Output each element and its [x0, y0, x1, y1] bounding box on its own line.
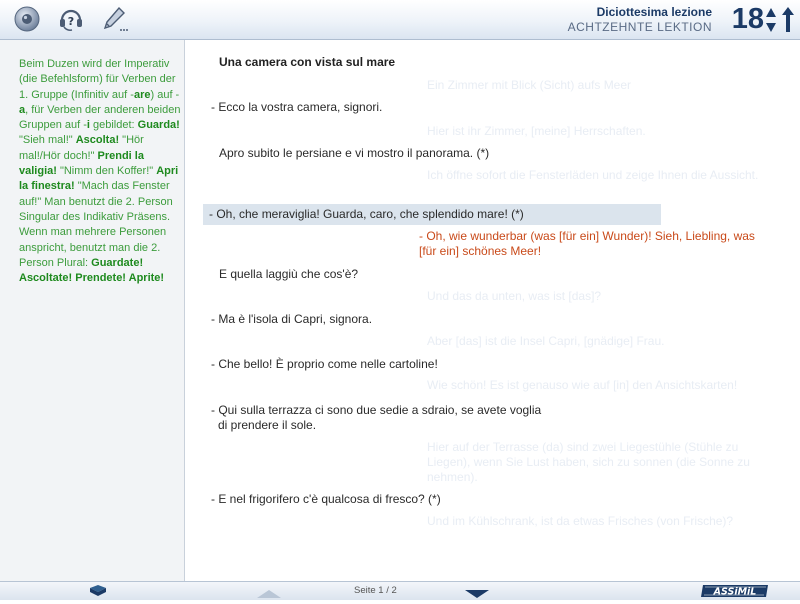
note-text-segment: "Sieh mal!"	[19, 134, 76, 147]
translation-line: Wie schön! Es ist genauso wie auf [in] den Ansichtskarten!	[427, 378, 738, 392]
note-text-segment: "Mach das Fenster auf!" Man benutzt die 2. Person Singular des Indikativ Präsens. Wenn man mehrere Personen anspricht, benutzt man die 2. Person Plural:	[19, 180, 173, 269]
svg-text:?: ?	[67, 15, 75, 28]
book-icon[interactable]	[88, 584, 108, 598]
grammar-note-text	[19, 57, 181, 286]
dialog-area	[186, 40, 800, 581]
translation-line: Hier auf der Terrasse (da) sind zwei Liegestühle (Stühle zu Liegen), wenn Sie Lust haben, sich zu sonnen (die Sonne zu nehmen).	[427, 440, 750, 484]
pen-icon[interactable]	[99, 4, 129, 34]
translation-line-active: - Oh, wie wunderbar (was [für ein] Wunder)! Sieh, Liebling, was [für ein] schönes Meer!	[419, 229, 755, 258]
bottom-toolbar	[0, 581, 800, 600]
translation-line: Ein Zimmer mit Blick (Sicht) aufs Meer	[427, 78, 632, 92]
translation-line: Und im Kühlschrank, ist da etwas Frisches (von Frische)?	[427, 514, 734, 528]
note-example-bold: Guarda!	[137, 119, 180, 132]
dialog-line-italian[interactable]: Apro subito le persiane e vi mostro il panorama. (*)	[219, 146, 490, 160]
svg-text:ASSiMiL: ASSiMiL	[713, 586, 757, 598]
dialog-line-italian[interactable]: - Che bello! È proprio come nelle cartoline!	[211, 357, 438, 371]
note-example-bold: a	[19, 103, 26, 116]
note-example-bold: Guardate! Ascoltate! Prendete! Aprite!	[19, 256, 165, 285]
help-headset-icon[interactable]	[56, 4, 86, 34]
lesson-number: 18	[731, 3, 764, 35]
speaker-icon[interactable]	[12, 4, 42, 34]
dialog-line-italian[interactable]: di prendere il sole.	[218, 418, 317, 432]
top-toolbar	[0, 0, 800, 40]
assimil-logo[interactable]	[700, 583, 770, 599]
note-example-bold: i	[86, 119, 90, 132]
note-text-segment: , für Verben der anderen beiden Gruppen auf -	[19, 103, 181, 132]
dialog-line-italian[interactable]: - Qui sulla terrazza ci sono due sedie a sdraio, se avete voglia	[211, 403, 542, 417]
note-text-segment: ) auf -	[150, 88, 180, 101]
translation-line: Aber [das] ist die Insel Capri, [gnädige] Frau.	[427, 334, 665, 348]
page-up-arrow-icon[interactable]	[256, 586, 282, 596]
note-example-bold: Ascolta!	[75, 134, 120, 147]
dialog-line-italian[interactable]: - Ma è l'isola di Capri, signora.	[211, 312, 373, 326]
lesson-title-italian: Diciottesima lezione	[596, 5, 712, 19]
grammar-note-panel	[0, 40, 185, 581]
page-indicator: Seite 1 / 2	[354, 585, 397, 596]
dialog-line-italian[interactable]: - E nel frigorifero c'è qualcosa di fresco? (*)	[211, 492, 441, 506]
page-down-arrow-icon[interactable]	[464, 586, 490, 596]
note-text-segment: Beim Duzen wird der Imperativ (die Befehlsform) für Verben der 1. Gruppe (Infinitiv auf -	[19, 58, 176, 101]
dialog-title: Una camera con vista sul mare	[219, 55, 396, 69]
back-arrow-icon[interactable]	[780, 6, 796, 34]
dialog-line-italian[interactable]: E quella laggiù che cos'è?	[219, 267, 359, 281]
note-text-segment: "Hör mal!/Hör doch!"	[19, 134, 144, 162]
translation-line: Ich öffne sofort die Fensterläden und zeige Ihnen die Aussicht.	[427, 168, 759, 182]
lesson-title-german: ACHTZEHNTE LEKTION	[567, 20, 712, 34]
up-down-arrows-icon[interactable]	[765, 7, 777, 33]
note-text-segment: "Nimm den Koffer!"	[56, 165, 157, 178]
note-example-bold: Apri la finestra!	[19, 165, 179, 193]
note-example-bold: are	[133, 88, 151, 101]
note-example-bold: Prendi la valigia!	[19, 149, 144, 178]
note-text-segment: gebildet:	[89, 119, 138, 132]
lesson-title	[568, 5, 712, 35]
dialog-line-italian-selected[interactable]: - Oh, che meraviglia! Guarda, caro, che splendido mare! (*)	[203, 204, 661, 225]
translation-line: Und das da unten, was ist [das]?	[427, 289, 602, 303]
translation-line: Hier ist ihr Zimmer, [meine] Herrschaften.	[427, 124, 646, 138]
dialog-line-italian[interactable]: - Ecco la vostra camera, signori.	[211, 100, 383, 114]
